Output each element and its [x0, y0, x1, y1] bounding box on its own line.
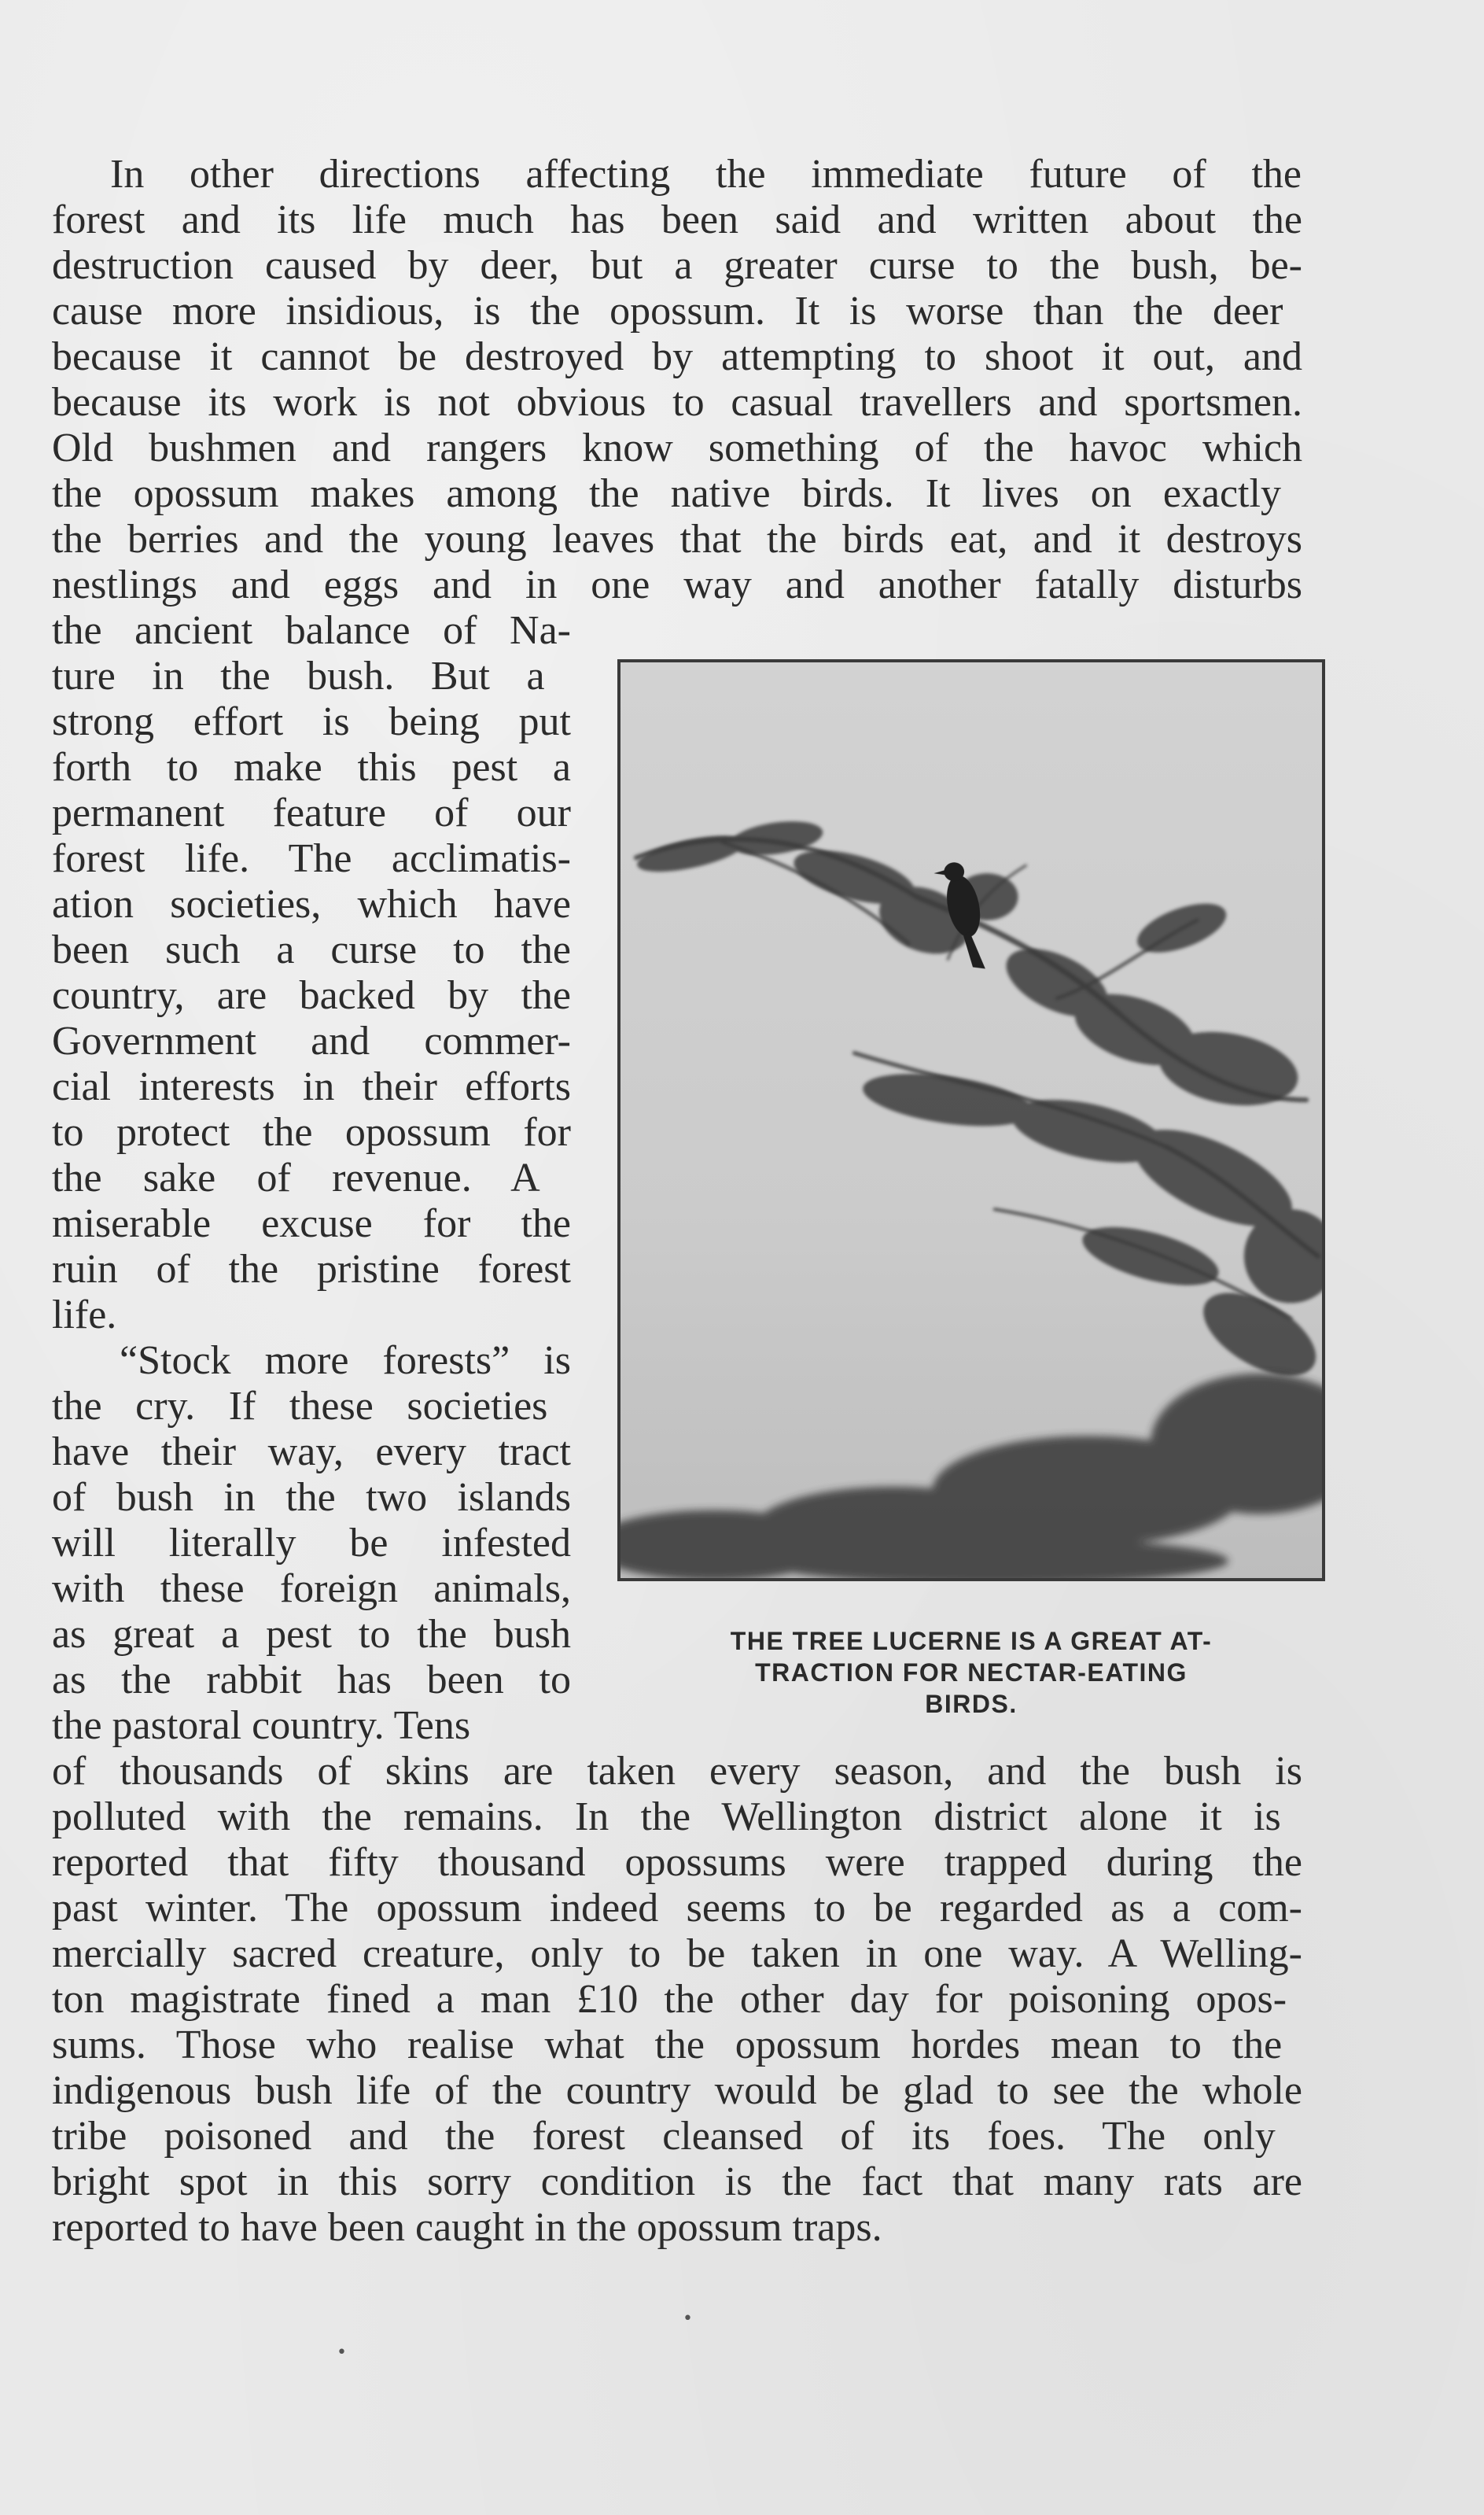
- paragraph-line: past winter. The opossum indeed seems to be regarded as a com-: [52, 1886, 1302, 1931]
- figure-caption-line: THE TREE LUCERNE IS A GREAT AT-: [730, 1627, 1213, 1655]
- paragraph-line: with these foreign animals,: [52, 1566, 571, 1611]
- paragraph-line: ation societies, which have: [52, 882, 571, 927]
- paragraph-line: been such a curse to the: [52, 927, 571, 972]
- paragraph-line: country, are backed by the: [52, 973, 571, 1018]
- paragraph-line: because it cannot be destroyed by attempting to shoot it out, and: [52, 334, 1302, 379]
- paragraph-line: polluted with the remains. In the Wellington district alone it is: [52, 1794, 1281, 1839]
- paragraph-line: strong effort is being put: [52, 699, 571, 744]
- paragraph-line: permanent feature of our: [52, 791, 571, 835]
- paragraph-line: to protect the opossum for: [52, 1110, 571, 1155]
- paragraph-line: “Stock more forests” is: [120, 1338, 571, 1383]
- paragraph-line: will literally be infested: [52, 1521, 571, 1565]
- paragraph-line: cial interests in their efforts: [52, 1064, 571, 1109]
- paragraph-line: nestlings and eggs and in one way and another fatally disturbs: [52, 562, 1302, 607]
- bird-on-branch-image: [620, 662, 1322, 1578]
- paragraph-line: the sake of revenue. A: [52, 1156, 540, 1200]
- paragraph-line: mercially sacred creature, only to be taken in one way. A Welling-: [52, 1931, 1302, 1976]
- paragraph-line: the ancient balance of Na-: [52, 608, 571, 653]
- tree-lucerne-photograph: [617, 659, 1325, 1581]
- paragraph-line: reported that fifty thousand opossums were trapped during the: [52, 1840, 1302, 1885]
- paragraph-line: miserable excuse for the: [52, 1201, 571, 1246]
- paragraph-line: the cry. If these societies: [52, 1384, 548, 1429]
- paragraph-line: destruction caused by deer, but a greater curse to the bush, be-: [52, 243, 1302, 288]
- paragraph-line: as great a pest to the bush: [52, 1612, 571, 1657]
- paragraph-line: ruin of the pristine forest: [52, 1247, 571, 1292]
- paragraph-line: of thousands of skins are taken every season, and the bush is: [52, 1749, 1302, 1794]
- paragraph-line: ture in the bush. But a: [52, 654, 545, 699]
- paragraph-line: as the rabbit has been to: [52, 1658, 571, 1702]
- ink-speck: •: [337, 2343, 347, 2362]
- paragraph-line: of bush in the two islands: [52, 1475, 571, 1520]
- paragraph-line: the pastoral country. Tens: [52, 1703, 471, 1748]
- paragraph-line: forth to make this pest a: [52, 745, 571, 790]
- paragraph-line: have their way, every tract: [52, 1429, 571, 1474]
- figure-caption-line: BIRDS.: [925, 1690, 1018, 1718]
- figure-caption-line: TRACTION FOR NECTAR-EATING: [755, 1658, 1188, 1687]
- paragraph-line: In other directions affecting the immediate future of the: [110, 152, 1302, 197]
- paragraph-line: reported to have been caught in the opossum traps.: [52, 2205, 882, 2250]
- paragraph-line: because its work is not obvious to casual travellers and sportsmen.: [52, 380, 1302, 425]
- paragraph-line: ton magistrate fined a man £10 the other day for poisoning opos-: [52, 1977, 1287, 2022]
- paragraph-line: cause more insidious, is the opossum. It is worse than the deer: [52, 289, 1283, 334]
- paragraph-line: forest and its life much has been said and written about the: [52, 197, 1302, 242]
- paragraph-line: forest life. The acclimatis-: [52, 836, 571, 881]
- ink-speck: •: [683, 2309, 693, 2329]
- paragraph-line: life.: [52, 1293, 117, 1337]
- paragraph-line: indigenous bush life of the country would be glad to see the whole: [52, 2068, 1302, 2113]
- paragraph-line: the opossum makes among the native birds. It lives on exactly: [52, 471, 1281, 516]
- paragraph-line: Old bushmen and rangers know something of the havoc which: [52, 426, 1302, 470]
- paragraph-line: Government and commer-: [52, 1019, 571, 1064]
- paragraph-line: tribe poisoned and the forest cleansed of its foes. The only: [52, 2114, 1276, 2159]
- paragraph-line: bright spot in this sorry condition is the fact that many rats are: [52, 2159, 1302, 2204]
- paragraph-line: sums. Those who realise what the opossum hordes mean to the: [52, 2023, 1283, 2067]
- paragraph-line: the berries and the young leaves that the birds eat, and it destroys: [52, 517, 1302, 562]
